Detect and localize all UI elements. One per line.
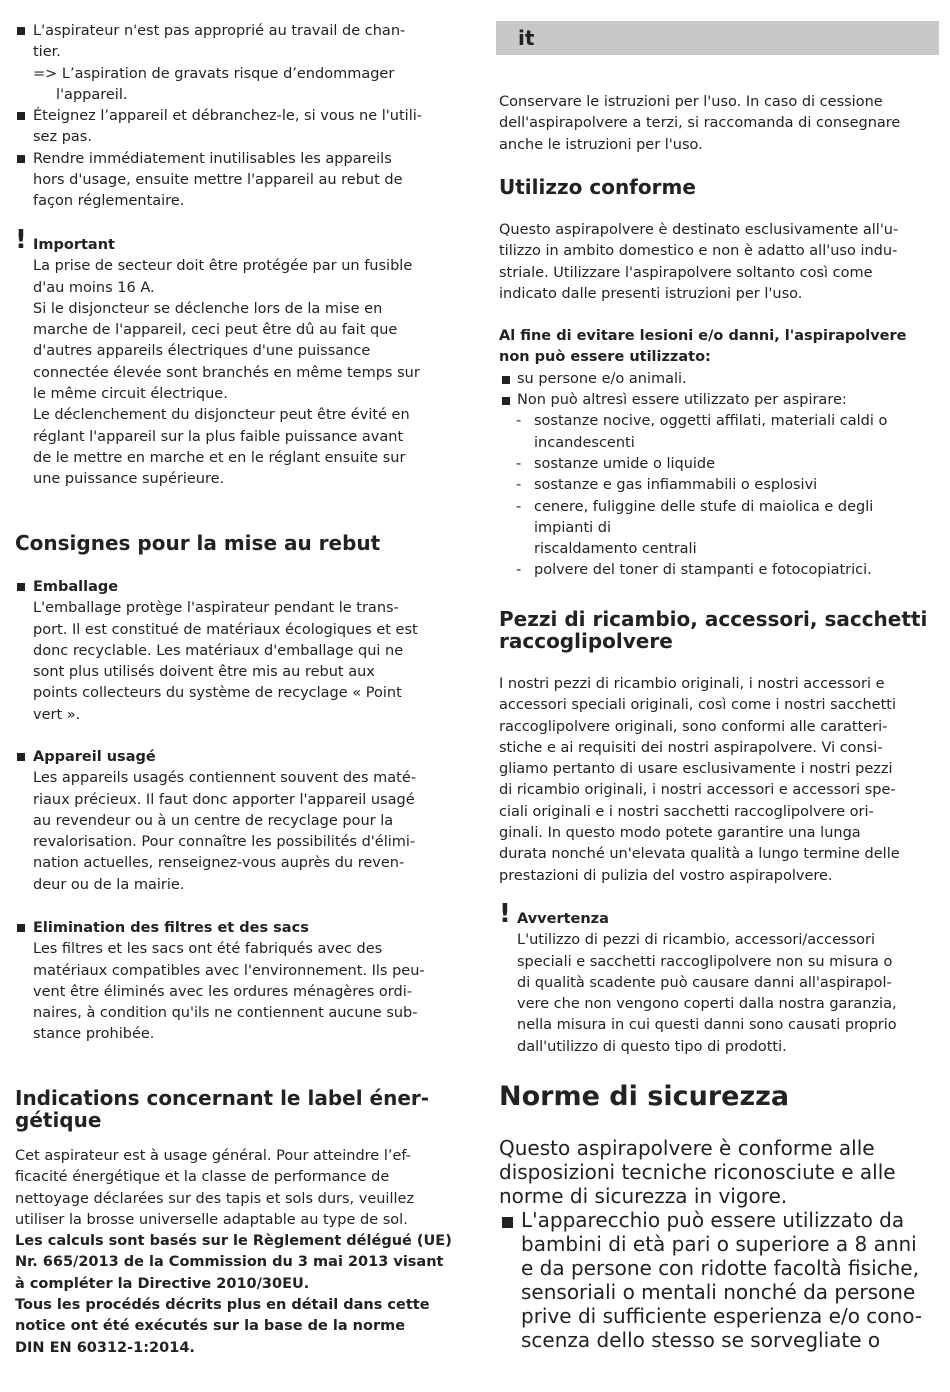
exclamation-icon: !: [15, 225, 27, 255]
list-item: Rendre immédiatement inutilisables les appareils hors d'usage, ensuite mettre l'appareil au rebut de façon réglementaire.: [15, 149, 452, 213]
disposal-item-title: Appareil usagé: [15, 747, 452, 768]
disposal-item-packaging: [15, 577, 452, 726]
disposal-item-title: Emballage: [15, 577, 452, 598]
use-text: Questo aspirapolvere è destinato esclusivamente all'u- tilizzo in ambito domestico e non è adatto all'uso indu- striale. Utilizzare l'aspirapolvere soltanto così come indicato dalle presenti istruzioni per l'uso.: [499, 222, 899, 302]
disposal-item-text: L'emballage protège l'aspirateur pendant le trans- port. Il est constitué de matériaux écologiques et est donc recyclable. Les matériaux d'emballage qui ne sont plus utilisés doivent être mis au rebut aux points collecteurs du système de recyclage « Point vert ».: [33, 600, 418, 723]
warning-notice: [499, 899, 950, 1058]
exclamation-icon: !: [499, 899, 511, 929]
parts-heading: Pezzi di ricambio, accessori, sacchetti raccoglipolvere: [499, 607, 928, 653]
energy-standard: Tous les procédés décrits plus en détail dans cette notice ont été exécutés sur la base de la norme DIN EN 60312-1:2014.: [15, 1297, 430, 1356]
disposal-item-title: Elimination des filtres et des sacs: [15, 918, 452, 939]
disposal-item-text: Les filtres et les sacs ont été fabriqués avec des matériaux compatibles avec l'environnement. Ils peu- vent être éliminés avec les ordures ménagères ordi- naires, à condition qu'ils ne contiennent aucune sub- stance prohibée.: [33, 941, 425, 1043]
language-bar: [496, 21, 939, 55]
dash-item: - cenere, fuliggine delle stufe di maiolica e degli impianti di riscaldamento centrali: [499, 497, 939, 561]
safety-heading: Norme di sicurezza: [499, 1081, 790, 1112]
list-item: L'aspirateur n'est pas approprié au travail de chan- tier.: [15, 21, 452, 64]
important-notice: [15, 225, 470, 491]
use-warning: Al fine di evitare lesioni e/o danni, l'aspirapolvere non può essere utilizzato:: [499, 328, 907, 366]
intro-list: [15, 21, 452, 213]
safety-section: [499, 1136, 939, 1352]
warning-title: Avvertenza: [517, 911, 609, 927]
dash-item: - polvere del toner di stampanti e fotocopiatrici.: [499, 560, 939, 581]
list-item: su persone e/o animali.: [499, 369, 939, 390]
warning-text: L'utilizzo di pezzi di ricambio, accessori/accessori speciali e sacchetti raccoglipolvere non su misura o di qualità scadente può causare danni all'aspirapol- vere che non vengono coperti dalla nostra garanzia, nella misura in cui questi danni sono causati proprio dall'utilizzo di questo tipo di prodotti.: [517, 932, 897, 1055]
disposal-item-text: Les appareils usagés contiennent souvent des maté- riaux précieux. Il faut donc apporter l'appareil usagé au revendeur ou à un centre de recyclage pour la revalorisation. Pour connaître les possibilités d'élimi- nation actuelles, renseignez-vous auprès du reven- deur ou de la mairie.: [33, 770, 416, 893]
list-item: Non può altresì essere utilizzato per aspirare:: [499, 390, 939, 411]
safety-text: Questo aspirapolvere è conforme alle disposizioni tecniche riconosciute e alle norme di sicurezza in vigore.: [499, 1136, 896, 1208]
list-item-note: => L’aspiration de gravats risque d’endommager l'appareil.: [33, 65, 395, 103]
dash-item: - sostanze e gas infiammabili o esplosivi: [499, 475, 939, 496]
energy-heading: Indications concernant le label éner- gétique: [15, 1086, 430, 1132]
energy-text: Cet aspirateur est à usage général. Pour atteindre l’ef- ficacité énergétique et la classe de performance de nettoyage déclarées sur des tapis et sols durs, veuillez utiliser la brosse universelle adaptable au type de sol.: [15, 1148, 415, 1228]
list-item: Éteignez l’appareil et débranchez-le, si vous ne l'utili- sez pas.: [15, 106, 452, 149]
use-heading: Utilizzo conforme: [499, 175, 696, 199]
dash-item: - sostanze umide o liquide: [499, 454, 939, 475]
disposal-heading: Consignes pour la mise au rebut: [15, 531, 381, 555]
dash-item: - sostanze nocive, oggetti affilati, materiali caldi o incandescenti: [499, 411, 939, 454]
important-text: La prise de secteur doit être protégée par un fusible d'au moins 16 A. Si le disjoncteur se déclenche lors de la mise en marche de l'appareil, ceci peut être dû au fait que d'autres appareils électriques d'une puissance connectée élevée sont branchés en même temps sur le même circuit électrique. Le déclenchement du disjoncteur peut être évité en réglant l'appareil sur la plus faible puissance avant de le mettre en marche et en le réglant ensuite sur une puissance supérieure.: [33, 258, 420, 488]
energy-body: [15, 1146, 452, 1359]
intro-text: Conservare le istruzioni per l'uso. In caso di cessione dell'aspirapolvere a terzi, si raccomanda di consegnare anche le istruzioni per l'uso.: [499, 94, 901, 153]
language-label: it: [518, 26, 535, 50]
safety-item: L'apparecchio può essere utilizzato da bambini di età pari o superiore a 8 anni e da persone con ridotte facoltà fisiche, sensoriali o mentali nonché da persone prive di sufficiente esperienza e/o cono- scenza dello stesso se sorvegliate o: [499, 1208, 939, 1352]
disposal-item-old-appliance: [15, 747, 452, 896]
use-section: [499, 220, 939, 582]
disposal-item-filters: [15, 918, 452, 1046]
energy-regulation: Les calculs sont basés sur le Règlement délégué (UE) Nr. 665/2013 de la Commission du 3 mai 2013 visant à compléter la Directive 2010/30EU.: [15, 1233, 452, 1292]
important-title: Important: [33, 237, 115, 253]
parts-text: I nostri pezzi di ricambio originali, i nostri accessori e accessori speciali originali, così come i nostri sacchetti raccoglipolvere originali, sono conformi alle caratteri- stiche e ai requisiti dei nostri aspirapolvere. Vi consi- gliamo pertanto di usare esclusivamente i nostri pezzi di ricambio originali, i nostri accessori e accessori spe- ciali originali e i nostri sacchetti raccoglipolvere ori- ginali. In questo modo potete garantire una lunga durata nonché un'elevata qualità a lungo termine delle prestazioni di pulizia del vostro aspirapolvere.: [499, 676, 900, 884]
